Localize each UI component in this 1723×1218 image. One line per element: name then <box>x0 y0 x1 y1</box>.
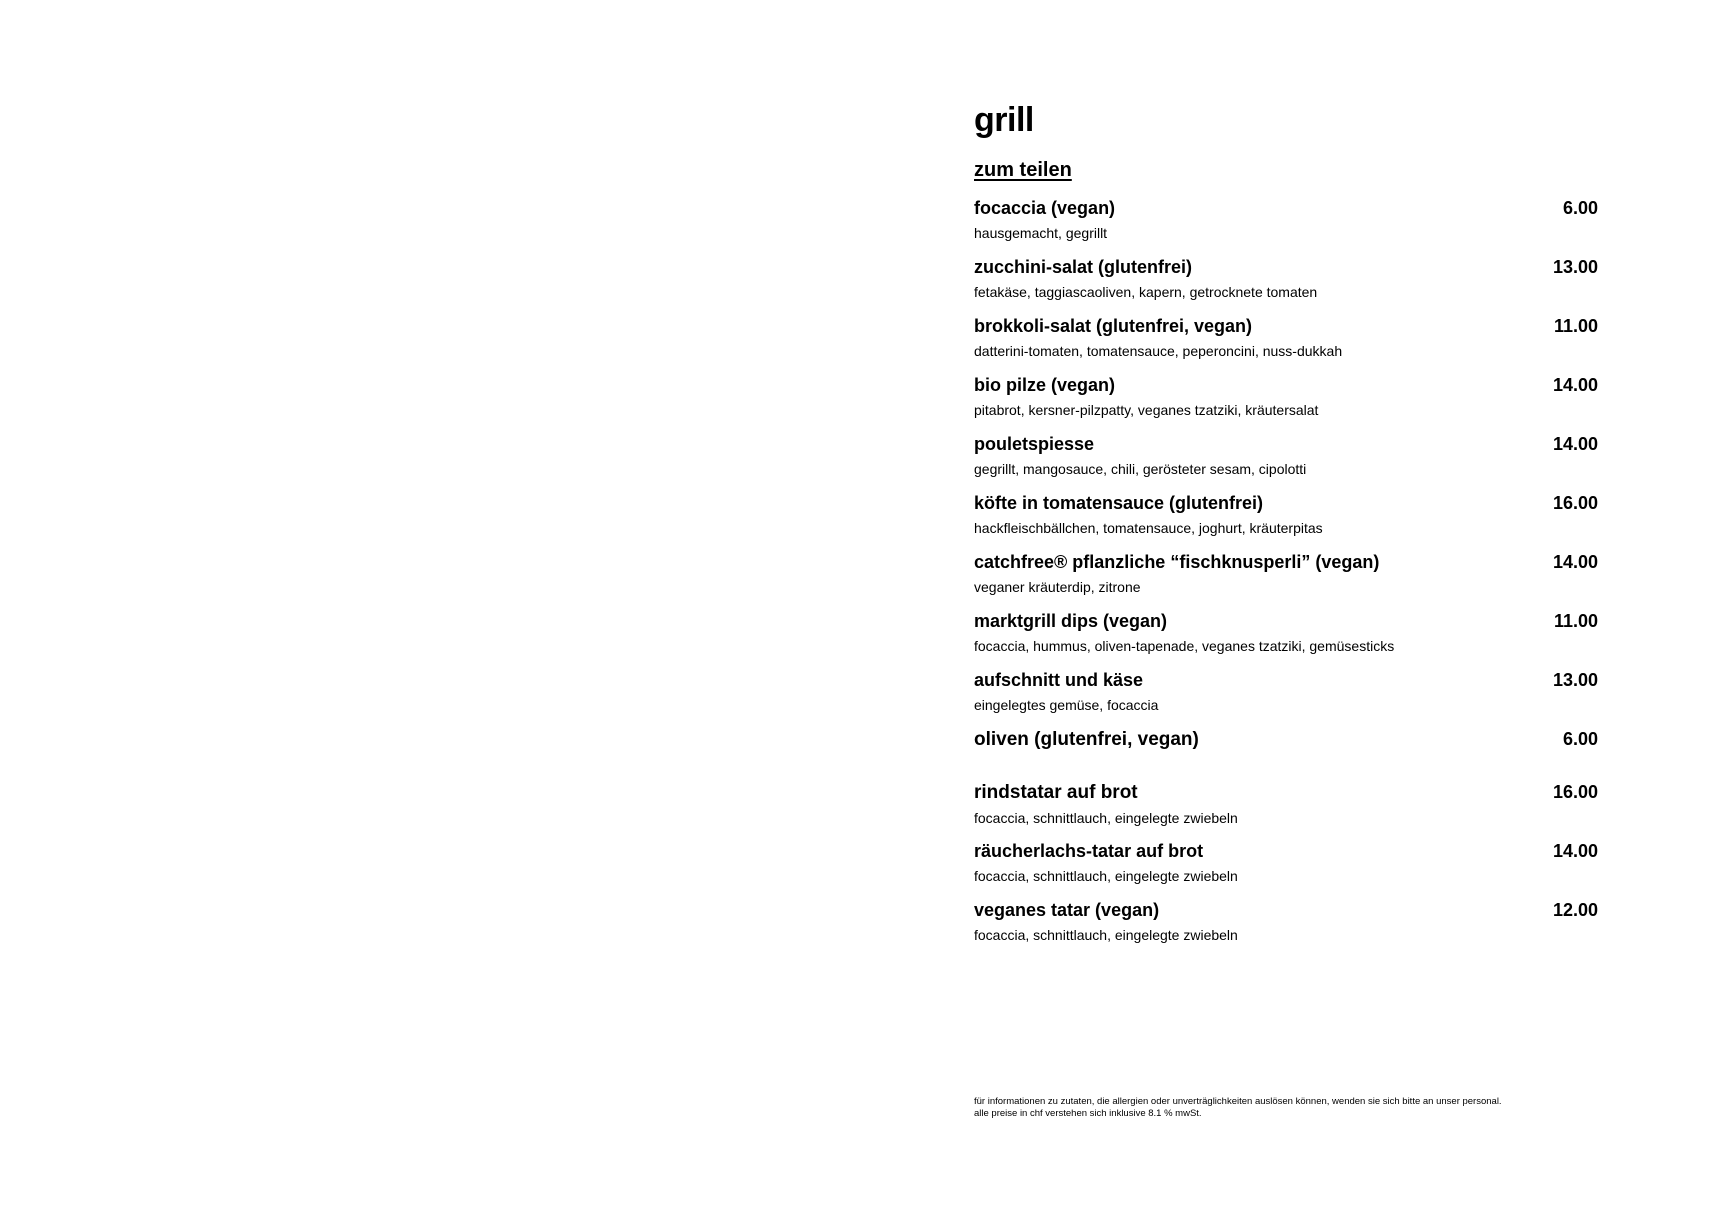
item-description: hausgemacht, gegrillt <box>974 225 1108 241</box>
item-price: 11.00 <box>1553 611 1598 631</box>
item-description: gegrillt, mangosauce, chili, gerösteter sesam, cipolotti <box>974 461 1307 477</box>
section-title: zum teilen <box>974 159 1072 181</box>
item-description: datterini-tomaten, tomatensauce, peperoncini, nuss-dukkah <box>974 343 1343 359</box>
item-price: 14.00 <box>1552 434 1598 454</box>
item-description: focaccia, hummus, oliven-tapenade, veganes tzatziki, gemüsesticks <box>974 638 1395 654</box>
item-name: pouletspiesse <box>974 434 1095 454</box>
footnote <box>974 1096 1598 1120</box>
item-name: aufschnitt und käse <box>974 670 1144 690</box>
item-name: rindstatar auf brot <box>974 782 1138 803</box>
item-price: 11.00 <box>1553 316 1598 336</box>
item-description: focaccia, schnittlauch, eingelegte zwiebeln <box>974 927 1238 943</box>
menu-item <box>974 781 1598 827</box>
item-price: 14.00 <box>1552 841 1598 861</box>
item-name: catchfree® pflanzliche “fischknusperli” (vegan) <box>974 552 1380 572</box>
item-description: focaccia, schnittlauch, eingelegte zwiebeln <box>974 810 1238 826</box>
menu-item <box>974 374 1598 419</box>
item-price: 6.00 <box>1562 198 1598 218</box>
footnote-prices: alle preise in chf verstehen sich inklusive 8.1 % mwSt. <box>974 1108 1202 1119</box>
item-price: 14.00 <box>1552 552 1598 572</box>
item-name: focaccia (vegan) <box>974 198 1116 218</box>
item-description: veganer kräuterdip, zitrone <box>974 579 1141 595</box>
menu-item <box>974 551 1598 596</box>
menu-item <box>974 899 1598 944</box>
item-description: hackfleischbällchen, tomatensauce, joghurt, kräuterpitas <box>974 520 1323 536</box>
menu-item <box>974 433 1598 478</box>
item-name: marktgrill dips (vegan) <box>974 611 1168 631</box>
item-description: eingelegtes gemüse, focaccia <box>974 697 1159 713</box>
menu-item <box>974 728 1598 751</box>
item-name: zucchini-salat (glutenfrei) <box>974 257 1193 277</box>
item-name: brokkoli-salat (glutenfrei, vegan) <box>974 316 1253 336</box>
menu-item <box>974 669 1598 714</box>
menu-item <box>974 256 1598 301</box>
item-price: 12.00 <box>1552 900 1598 920</box>
item-price: 13.00 <box>1552 670 1598 690</box>
menu-item <box>974 610 1598 655</box>
item-price: 14.00 <box>1552 375 1598 395</box>
menu-title: grill <box>974 101 1034 139</box>
item-description: focaccia, schnittlauch, eingelegte zwiebeln <box>974 868 1238 884</box>
item-price: 16.00 <box>1552 493 1598 513</box>
menu-item <box>974 492 1598 537</box>
menu-item <box>974 840 1598 885</box>
item-name: köfte in tomatensauce (glutenfrei) <box>974 493 1264 513</box>
item-name: oliven (glutenfrei, vegan) <box>974 729 1199 750</box>
item-name: bio pilze (vegan) <box>974 375 1116 395</box>
footnote-allergy: für informationen zu zutaten, die allergien oder unverträglichkeiten auslösen können, wenden sie sich bitte an unser personal. <box>974 1096 1502 1107</box>
item-price: 6.00 <box>1562 729 1598 749</box>
item-price: 16.00 <box>1552 782 1598 802</box>
item-name: veganes tatar (vegan) <box>974 900 1160 920</box>
item-description: fetakäse, taggiascaoliven, kapern, getrocknete tomaten <box>974 284 1318 300</box>
menu-item <box>974 197 1598 242</box>
item-price: 13.00 <box>1552 257 1598 277</box>
item-description: pitabrot, kersner-pilzpatty, veganes tzatziki, kräutersalat <box>974 402 1319 418</box>
item-name: räucherlachs-tatar auf brot <box>974 841 1204 861</box>
menu-item <box>974 315 1598 360</box>
